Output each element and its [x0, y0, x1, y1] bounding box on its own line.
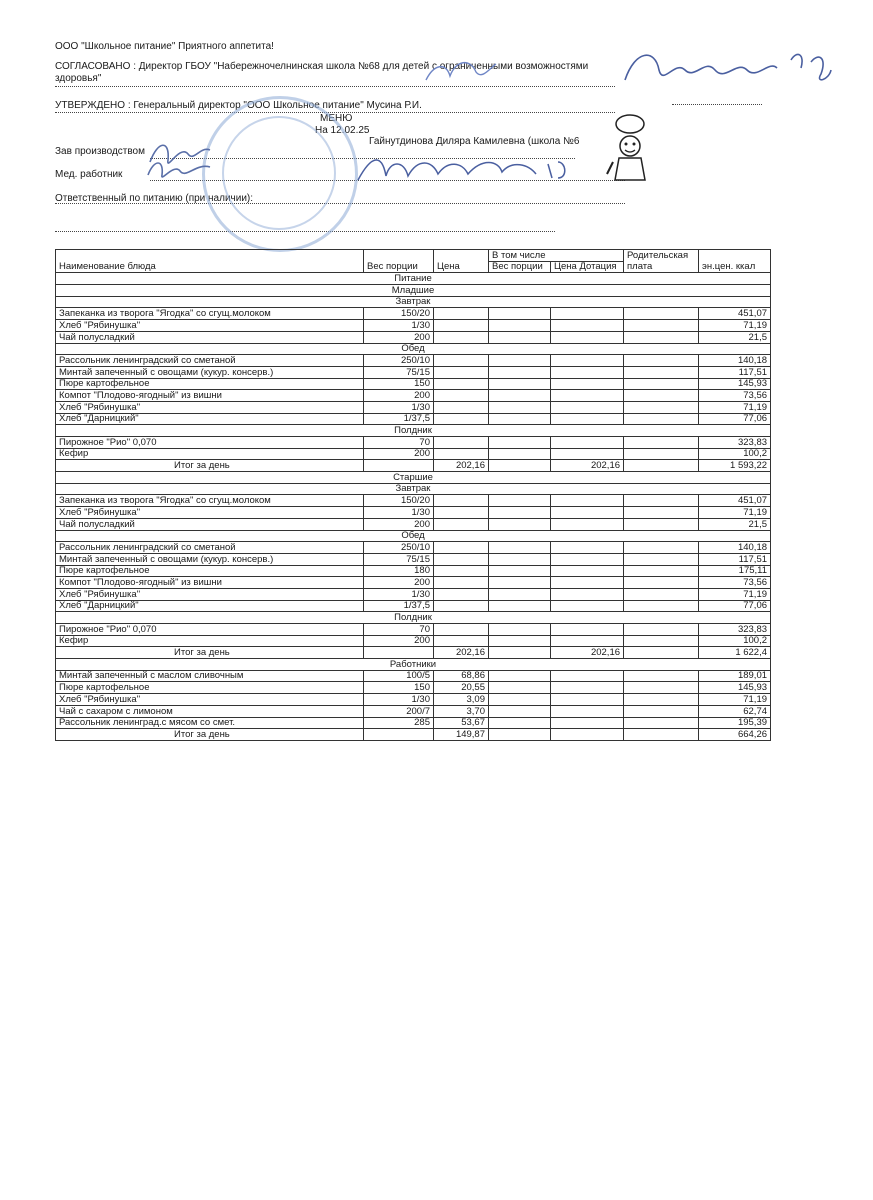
agreed-line-2: здоровья"	[55, 73, 102, 84]
dish-name: Минтай запеченный с маслом сливочным	[56, 670, 364, 682]
dish-sub-weight	[489, 366, 551, 378]
dish-sub-price	[551, 670, 624, 682]
dish-weight: 75/15	[364, 366, 434, 378]
section-row	[56, 612, 771, 624]
table-row	[56, 705, 771, 717]
dish-sub-weight	[489, 565, 551, 577]
dish-parent-fee	[624, 308, 699, 320]
table-row	[56, 624, 771, 636]
menu-date: На 12.02.25	[315, 125, 370, 136]
total-sub-weight	[489, 647, 551, 659]
dish-price	[434, 308, 489, 320]
total-weight	[364, 647, 434, 659]
dish-parent-fee	[624, 624, 699, 636]
dish-sub-price	[551, 518, 624, 530]
dish-sub-price	[551, 507, 624, 519]
dish-parent-fee	[624, 588, 699, 600]
approved-signature-line	[672, 104, 762, 105]
dish-price	[434, 495, 489, 507]
dish-kcal: 451,07	[699, 308, 771, 320]
dish-weight: 150/20	[364, 495, 434, 507]
dish-parent-fee	[624, 565, 699, 577]
dish-price	[434, 577, 489, 589]
table-row	[56, 553, 771, 565]
total-label: Итог за день	[56, 460, 364, 472]
table-row	[56, 320, 771, 332]
agreed-underline	[55, 86, 615, 87]
total-parent-fee	[624, 460, 699, 472]
dish-sub-price	[551, 320, 624, 332]
dish-sub-weight	[489, 588, 551, 600]
dish-weight: 1/30	[364, 401, 434, 413]
dish-name: Чай с сахаром с лимоном	[56, 705, 364, 717]
dish-sub-price	[551, 588, 624, 600]
dish-weight: 200	[364, 331, 434, 343]
dish-sub-weight	[489, 401, 551, 413]
dish-price: 68,86	[434, 670, 489, 682]
dish-kcal: 77,06	[699, 413, 771, 425]
dish-name: Пюре картофельное	[56, 378, 364, 390]
dish-price	[434, 588, 489, 600]
dish-sub-price	[551, 355, 624, 367]
dish-name: Хлеб "Дарницкий"	[56, 600, 364, 612]
table-row	[56, 401, 771, 413]
section-row	[56, 296, 771, 308]
dish-kcal: 62,74	[699, 705, 771, 717]
table-row	[56, 694, 771, 706]
total-price: 202,16	[434, 647, 489, 659]
table-row	[56, 682, 771, 694]
table-row	[56, 355, 771, 367]
table-row	[56, 331, 771, 343]
dish-kcal: 189,01	[699, 670, 771, 682]
dish-price	[434, 390, 489, 402]
dish-sub-weight	[489, 682, 551, 694]
dish-weight: 180	[364, 565, 434, 577]
dish-sub-weight	[489, 437, 551, 449]
section-row	[56, 530, 771, 542]
dish-sub-weight	[489, 448, 551, 460]
section-label: Обед	[56, 343, 771, 355]
dish-parent-fee	[624, 577, 699, 589]
dish-sub-weight	[489, 705, 551, 717]
dish-weight: 250/10	[364, 355, 434, 367]
dish-name: Хлеб "Рябинушка"	[56, 320, 364, 332]
dish-weight: 1/30	[364, 507, 434, 519]
dish-name: Хлеб "Рябинушка"	[56, 507, 364, 519]
total-row	[56, 729, 771, 741]
dish-kcal: 21,5	[699, 518, 771, 530]
section-label: Обед	[56, 530, 771, 542]
section-label: Старшие	[56, 472, 771, 484]
dish-kcal: 21,5	[699, 331, 771, 343]
dish-weight: 70	[364, 624, 434, 636]
dish-price	[434, 366, 489, 378]
dish-sub-weight	[489, 600, 551, 612]
dish-sub-weight	[489, 507, 551, 519]
total-label: Итог за день	[56, 729, 364, 741]
dish-name: Компот "Плодово-ягодный" из вишни	[56, 577, 364, 589]
dish-weight: 150	[364, 682, 434, 694]
dish-name: Рассольник ленинградский со сметаной	[56, 542, 364, 554]
dish-weight: 150	[364, 378, 434, 390]
dish-sub-price	[551, 577, 624, 589]
dish-weight: 200	[364, 518, 434, 530]
dish-name: Запеканка из творога "Ягодка" со сгущ.молоком	[56, 495, 364, 507]
total-sub-weight	[489, 460, 551, 472]
dish-name: Запеканка из творога "Ягодка" со сгущ.молоком	[56, 308, 364, 320]
dish-kcal: 195,39	[699, 717, 771, 729]
dish-name: Пюре картофельное	[56, 565, 364, 577]
dish-kcal: 451,07	[699, 495, 771, 507]
dish-name: Чай полусладкий	[56, 518, 364, 530]
section-label: Полдник	[56, 612, 771, 624]
table-row	[56, 588, 771, 600]
org-name: ООО "Школьное питание" Приятного аппетита!	[55, 41, 274, 52]
dish-sub-weight	[489, 624, 551, 636]
dish-weight: 200/7	[364, 705, 434, 717]
dish-sub-weight	[489, 320, 551, 332]
section-row	[56, 425, 771, 437]
table-row	[56, 717, 771, 729]
section-row	[56, 659, 771, 671]
signature-school-person	[352, 150, 582, 190]
dish-name: Минтай запеченный с овощами (кукур. консерв.)	[56, 553, 364, 565]
dish-kcal: 145,93	[699, 682, 771, 694]
total-parent-fee	[624, 729, 699, 741]
dish-sub-weight	[489, 553, 551, 565]
section-row	[56, 472, 771, 484]
table-row	[56, 308, 771, 320]
agreed-line-1: СОГЛАСОВАНО : Директор ГБОУ "Набережночелнинская школа №68 для детей с ограниченными возможностями	[55, 61, 589, 72]
dish-sub-price	[551, 390, 624, 402]
section-label: Работники	[56, 659, 771, 671]
table-row	[56, 507, 771, 519]
section-row	[56, 285, 771, 297]
dish-sub-weight	[489, 390, 551, 402]
dish-parent-fee	[624, 635, 699, 647]
dish-name: Рассольник ленинградский со сметаной	[56, 355, 364, 367]
dish-sub-price	[551, 717, 624, 729]
total-price: 202,16	[434, 460, 489, 472]
dish-price	[434, 542, 489, 554]
dish-kcal: 73,56	[699, 577, 771, 589]
total-subsidy: 202,16	[551, 460, 624, 472]
section-row	[56, 273, 771, 285]
dish-price: 3,70	[434, 705, 489, 717]
dish-parent-fee	[624, 542, 699, 554]
dish-name: Кефир	[56, 635, 364, 647]
dish-sub-weight	[489, 542, 551, 554]
dish-weight: 150/20	[364, 308, 434, 320]
dish-weight: 1/37,5	[364, 600, 434, 612]
dish-weight: 100/5	[364, 670, 434, 682]
dish-price	[434, 331, 489, 343]
dish-sub-weight	[489, 670, 551, 682]
signature-director	[615, 40, 835, 100]
dish-kcal: 140,18	[699, 355, 771, 367]
total-price: 149,87	[434, 729, 489, 741]
dish-kcal: 73,56	[699, 390, 771, 402]
dish-parent-fee	[624, 331, 699, 343]
table-row	[56, 378, 771, 390]
dish-kcal: 117,51	[699, 366, 771, 378]
total-subsidy	[551, 729, 624, 741]
approved-line: УТВЕРЖДЕНО : Генеральный директор "ООО Школьное питание" Мусина Р.И.	[55, 100, 422, 111]
table-row	[56, 542, 771, 554]
table-row	[56, 518, 771, 530]
dish-price	[434, 600, 489, 612]
dish-price	[434, 507, 489, 519]
section-row	[56, 483, 771, 495]
dish-price	[434, 518, 489, 530]
dish-weight: 1/30	[364, 588, 434, 600]
table-row	[56, 437, 771, 449]
total-weight	[364, 460, 434, 472]
dish-kcal: 71,19	[699, 320, 771, 332]
dish-sub-weight	[489, 518, 551, 530]
signature-medic	[140, 155, 220, 185]
header-sub-weight: Вес порции	[489, 261, 551, 273]
table-row	[56, 495, 771, 507]
dish-price	[434, 413, 489, 425]
header-energy: эн.цен. ккал	[699, 250, 771, 273]
dish-sub-price	[551, 694, 624, 706]
medic-label: Мед. работник	[55, 169, 123, 180]
section-label: Завтрак	[56, 296, 771, 308]
dish-parent-fee	[624, 448, 699, 460]
dish-parent-fee	[624, 355, 699, 367]
dish-parent-fee	[624, 600, 699, 612]
table-row	[56, 565, 771, 577]
dish-parent-fee	[624, 401, 699, 413]
dish-sub-price	[551, 448, 624, 460]
total-kcal: 1 593,22	[699, 460, 771, 472]
table-row	[56, 577, 771, 589]
dish-kcal: 323,83	[699, 624, 771, 636]
dish-kcal: 323,83	[699, 437, 771, 449]
round-stamp-inner	[222, 116, 336, 230]
dish-name: Чай полусладкий	[56, 331, 364, 343]
dish-weight: 200	[364, 635, 434, 647]
dish-weight: 75/15	[364, 553, 434, 565]
dish-parent-fee	[624, 378, 699, 390]
school-person: Гайнутдинова Диляра Камилевна (школа №6	[369, 136, 580, 147]
dish-name: Пюре картофельное	[56, 682, 364, 694]
section-label: Завтрак	[56, 483, 771, 495]
menu-table-body	[56, 250, 771, 741]
dish-name: Пирожное "Рио" 0,070	[56, 437, 364, 449]
dish-price	[434, 355, 489, 367]
dish-sub-price	[551, 565, 624, 577]
table-row	[56, 670, 771, 682]
dish-parent-fee	[624, 320, 699, 332]
dish-sub-price	[551, 495, 624, 507]
dish-sub-price	[551, 600, 624, 612]
dish-sub-weight	[489, 331, 551, 343]
dish-parent-fee	[624, 682, 699, 694]
dish-price	[434, 401, 489, 413]
dish-weight: 70	[364, 437, 434, 449]
dish-kcal: 140,18	[699, 542, 771, 554]
dish-sub-price	[551, 705, 624, 717]
dish-kcal: 71,19	[699, 507, 771, 519]
dish-price: 3,09	[434, 694, 489, 706]
dish-sub-price	[551, 542, 624, 554]
total-kcal: 664,26	[699, 729, 771, 741]
total-parent-fee	[624, 647, 699, 659]
dish-sub-price	[551, 437, 624, 449]
dish-name: Хлеб "Рябинушка"	[56, 588, 364, 600]
menu-table	[55, 249, 771, 741]
dish-price: 20,55	[434, 682, 489, 694]
dish-kcal: 100,2	[699, 635, 771, 647]
total-kcal: 1 622,4	[699, 647, 771, 659]
dish-sub-price	[551, 553, 624, 565]
dish-sub-weight	[489, 308, 551, 320]
dish-parent-fee	[624, 437, 699, 449]
total-row	[56, 460, 771, 472]
total-subsidy: 202,16	[551, 647, 624, 659]
header-sub-price: Цена Дотация	[551, 261, 624, 273]
dish-sub-weight	[489, 717, 551, 729]
dish-name: Пирожное "Рио" 0,070	[56, 624, 364, 636]
dish-name: Минтай запеченный с овощами (кукур. консерв.)	[56, 366, 364, 378]
total-label: Итог за день	[56, 647, 364, 659]
dish-kcal: 77,06	[699, 600, 771, 612]
production-head-label: Зав производством	[55, 146, 145, 157]
header-price: Цена	[434, 250, 489, 273]
dish-sub-weight	[489, 635, 551, 647]
dish-parent-fee	[624, 518, 699, 530]
dish-price: 53,67	[434, 717, 489, 729]
dish-weight: 1/37,5	[364, 413, 434, 425]
dish-parent-fee	[624, 694, 699, 706]
dish-weight: 1/30	[364, 320, 434, 332]
dish-price	[434, 378, 489, 390]
dish-parent-fee	[624, 495, 699, 507]
dish-kcal: 145,93	[699, 378, 771, 390]
dish-name: Хлеб "Рябинушка"	[56, 401, 364, 413]
dish-sub-price	[551, 682, 624, 694]
dish-price	[434, 320, 489, 332]
dish-name: Хлеб "Рябинушка"	[56, 694, 364, 706]
header-name: Наименование блюда	[56, 250, 364, 273]
dish-price	[434, 565, 489, 577]
dish-sub-weight	[489, 495, 551, 507]
header-weight: Вес порции	[364, 250, 434, 273]
header-row-1	[56, 250, 771, 262]
dish-parent-fee	[624, 366, 699, 378]
dish-sub-price	[551, 308, 624, 320]
dish-price	[434, 437, 489, 449]
dish-name: Компот "Плодово-ягодный" из вишни	[56, 390, 364, 402]
signature-agreed	[420, 50, 500, 90]
table-row	[56, 448, 771, 460]
total-sub-weight	[489, 729, 551, 741]
dish-name: Кефир	[56, 448, 364, 460]
header-including: В том числе	[489, 250, 624, 262]
dish-price	[434, 553, 489, 565]
dish-parent-fee	[624, 390, 699, 402]
section-label: Полдник	[56, 425, 771, 437]
dish-weight: 200	[364, 390, 434, 402]
dish-price	[434, 448, 489, 460]
dish-price	[434, 635, 489, 647]
total-row	[56, 647, 771, 659]
dish-sub-price	[551, 378, 624, 390]
section-label: Питание	[56, 273, 771, 285]
dish-sub-price	[551, 635, 624, 647]
dish-weight: 250/10	[364, 542, 434, 554]
dish-parent-fee	[624, 717, 699, 729]
dish-kcal: 175,11	[699, 565, 771, 577]
dish-weight: 285	[364, 717, 434, 729]
dish-name: Хлеб "Дарницкий"	[56, 413, 364, 425]
dish-sub-weight	[489, 413, 551, 425]
responsible-label: Ответственный по питанию (при наличии):	[55, 193, 254, 204]
dish-parent-fee	[624, 705, 699, 717]
header-parent-fee: Родительская плата	[624, 250, 699, 273]
dish-sub-price	[551, 401, 624, 413]
table-row	[56, 390, 771, 402]
dish-sub-price	[551, 331, 624, 343]
dish-price	[434, 624, 489, 636]
dish-sub-price	[551, 413, 624, 425]
dish-sub-price	[551, 624, 624, 636]
dish-kcal: 71,19	[699, 694, 771, 706]
dish-sub-weight	[489, 577, 551, 589]
dish-kcal: 71,19	[699, 588, 771, 600]
dish-parent-fee	[624, 413, 699, 425]
table-row	[56, 600, 771, 612]
table-row	[56, 413, 771, 425]
dish-name: Рассольник ленинград.с мясом со смет.	[56, 717, 364, 729]
menu-title: МЕНЮ	[320, 113, 353, 124]
dish-sub-price	[551, 366, 624, 378]
section-label: Младшие	[56, 285, 771, 297]
dish-parent-fee	[624, 507, 699, 519]
dish-parent-fee	[624, 553, 699, 565]
dish-kcal: 117,51	[699, 553, 771, 565]
dish-parent-fee	[624, 670, 699, 682]
dish-kcal: 71,19	[699, 401, 771, 413]
dish-weight: 200	[364, 577, 434, 589]
dish-kcal: 100,2	[699, 448, 771, 460]
total-weight	[364, 729, 434, 741]
table-row	[56, 366, 771, 378]
dish-weight: 1/30	[364, 694, 434, 706]
section-row	[56, 343, 771, 355]
table-row	[56, 635, 771, 647]
dish-sub-weight	[489, 694, 551, 706]
chef-logo	[605, 110, 655, 190]
dish-sub-weight	[489, 355, 551, 367]
dish-sub-weight	[489, 378, 551, 390]
dish-weight: 200	[364, 448, 434, 460]
